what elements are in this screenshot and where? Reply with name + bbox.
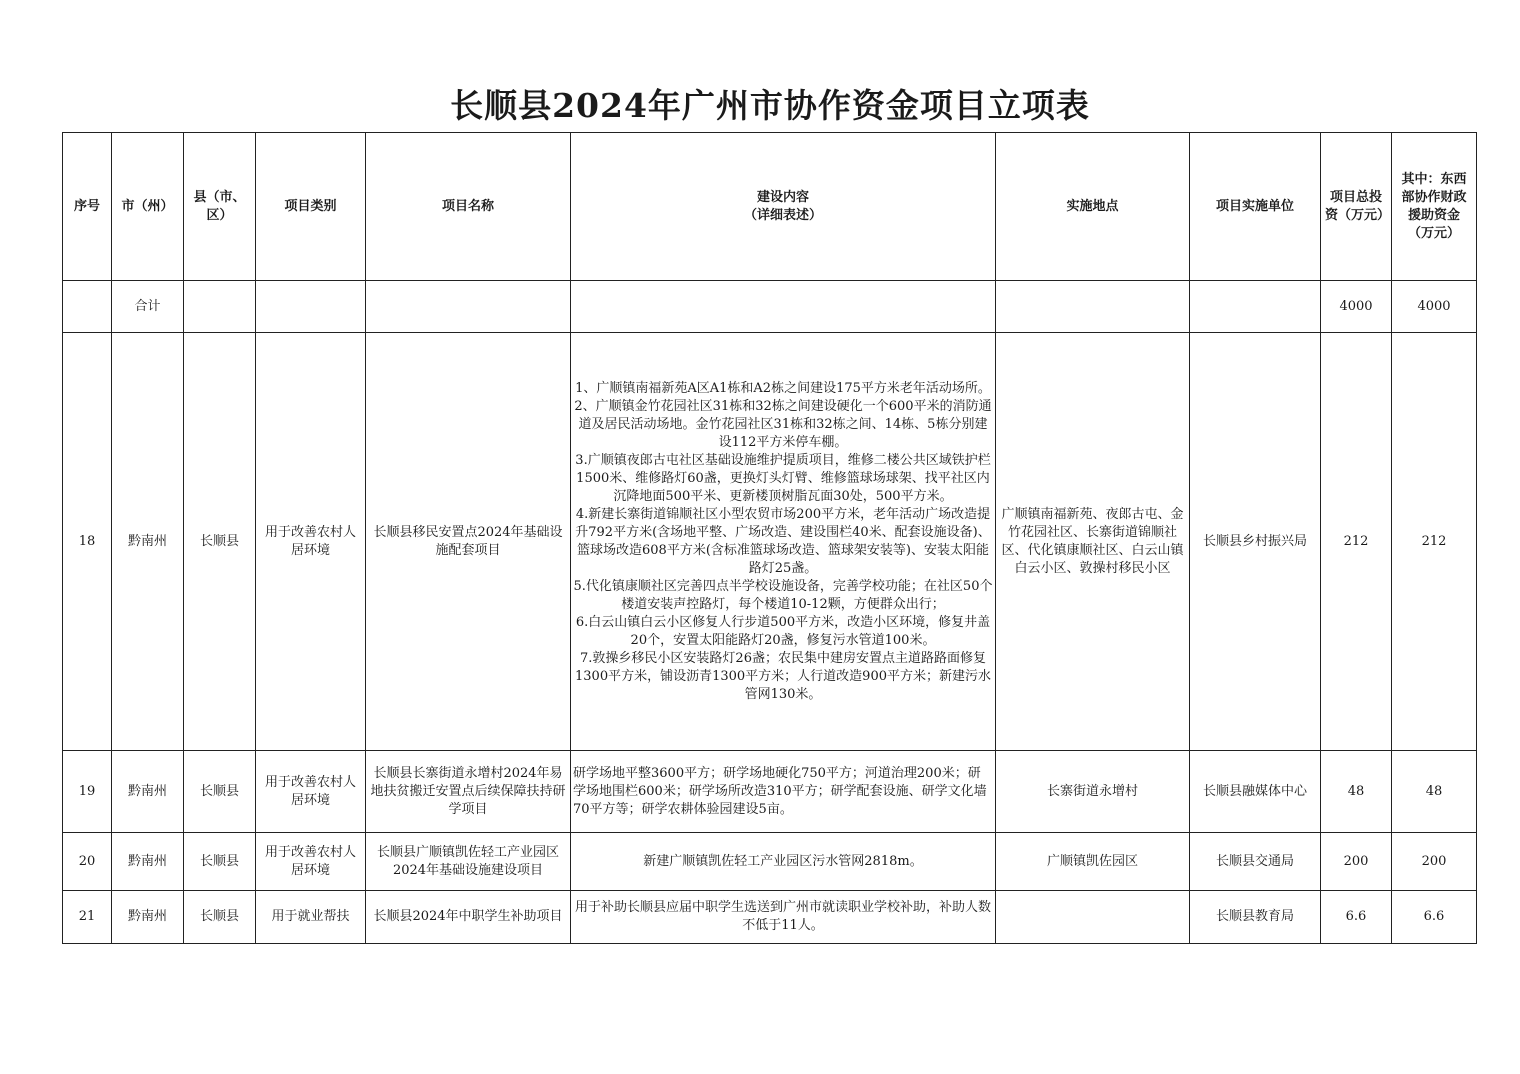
row-index: 21 — [63, 891, 112, 944]
row-project-name: 长顺县2024年中职学生补助项目 — [366, 891, 571, 944]
total-empty-cell — [184, 281, 256, 333]
total-index-cell — [63, 281, 112, 333]
row-project-name: 长顺县广顺镇凯佐轻工产业园区2024年基础设施建设项目 — [366, 833, 571, 891]
row-project-name: 长顺县移民安置点2024年基础设施配套项目 — [366, 333, 571, 751]
row-city: 黔南州 — [112, 333, 184, 751]
total-empty-cell — [571, 281, 996, 333]
row-city: 黔南州 — [112, 833, 184, 891]
row-content: 新建广顺镇凯佐轻工产业园区污水管网2818m。 — [571, 833, 996, 891]
header-content — [571, 133, 996, 281]
header-east-west: 其中：东西部协作财政援助资金（万元） — [1392, 133, 1477, 281]
header-city: 市（州） — [112, 133, 184, 281]
header-total: 项目总投资（万元） — [1321, 133, 1392, 281]
table-row — [63, 833, 1477, 891]
row-east-west: 200 — [1392, 833, 1477, 891]
total-investment: 4000 — [1321, 281, 1392, 333]
header-category: 项目类别 — [256, 133, 366, 281]
total-empty-cell — [256, 281, 366, 333]
row-category: 用于改善农村人居环境 — [256, 751, 366, 833]
row-project-name: 长顺县长寨街道永增村2024年易地扶贫搬迁安置点后续保障扶持研学项目 — [366, 751, 571, 833]
row-index: 18 — [63, 333, 112, 751]
table-row — [63, 891, 1477, 944]
total-empty-cell — [366, 281, 571, 333]
row-total: 200 — [1321, 833, 1392, 891]
row-unit: 长顺县融媒体中心 — [1190, 751, 1321, 833]
total-label: 合计 — [112, 281, 184, 333]
row-location: 广顺镇南福新苑、夜郎古屯、金竹花园社区、长寨街道锦顺社区、代化镇康顺社区、白云山镇白云小区、敦操村移民小区 — [996, 333, 1190, 751]
content-item: 1、广顺镇南福新苑A区A1栋和A2栋之间建设175平方米老年活动场所。 — [575, 380, 991, 396]
row-category: 用于改善农村人居环境 — [256, 333, 366, 751]
total-empty-cell — [996, 281, 1190, 333]
row-county: 长顺县 — [184, 751, 256, 833]
row-total: 6.6 — [1321, 891, 1392, 944]
content-item: 7.敦操乡移民小区安装路灯26盏；农民集中建房安置点主道路路面修复1300平方米，铺设沥青1300平方米；人行道改造900平方米；新建污水管网130米。 — [575, 650, 991, 702]
header-content-main: 建设内容 — [756, 189, 809, 205]
row-content: 用于补助长顺县应届中职学生选送到广州市就读职业学校补助，补助人数不低于11人。 — [571, 891, 996, 944]
row-category: 用于就业帮扶 — [256, 891, 366, 944]
row-city: 黔南州 — [112, 891, 184, 944]
header-index: 序号 — [63, 133, 112, 281]
table-row — [63, 751, 1477, 833]
row-index: 19 — [63, 751, 112, 833]
row-east-west: 48 — [1392, 751, 1477, 833]
row-county: 长顺县 — [184, 333, 256, 751]
header-project-name: 项目名称 — [366, 133, 571, 281]
row-location — [996, 891, 1190, 944]
row-content: 研学场地平整3600平方；研学场地硬化750平方；河道治理200米；研学场地围栏600米；研学场所改造310平方；研学配套设施、研学文化墙70平方等；研学农耕体验园建设5亩。 — [571, 751, 996, 833]
header-county: 县（市、区） — [184, 133, 256, 281]
total-east-west: 4000 — [1392, 281, 1477, 333]
page-title: 长顺县2024年广州市协作资金项目立项表 — [450, 86, 1090, 125]
table-row — [63, 333, 1477, 751]
content-item: 6.白云山镇白云小区修复人行步道500平方米，改造小区环境，修复井盖20个，安置太阳能路灯20盏，修复污水管道100米。 — [575, 614, 991, 648]
header-content-sub: （详细表述） — [743, 207, 822, 223]
content-item: 2、广顺镇金竹花园社区31栋和32栋之间建设硬化一个600平米的消防通道及居民活动场地。金竹花园社区31栋和32栋之间、14栋、5栋分别建设112平方米停车棚。 — [574, 398, 992, 450]
header-location: 实施地点 — [996, 133, 1190, 281]
row-unit: 长顺县乡村振兴局 — [1190, 333, 1321, 751]
row-east-west: 6.6 — [1392, 891, 1477, 944]
total-empty-cell — [1190, 281, 1321, 333]
header-unit: 项目实施单位 — [1190, 133, 1321, 281]
row-location: 长寨街道永增村 — [996, 751, 1190, 833]
content-item: 3.广顺镇夜郎古屯社区基础设施维护提质项目，维修二楼公共区域铁护栏1500米、维修路灯60盏，更换灯头灯臂、维修篮球场球架、找平社区内沉降地面500平米、更新楼顶树脂瓦面30处，500平方米。 — [575, 452, 991, 504]
header-row — [63, 133, 1477, 281]
row-category: 用于改善农村人居环境 — [256, 833, 366, 891]
content-item: 4.新建长寨街道锦顺社区小型农贸市场200平方米，老年活动广场改造提升792平方米(含场地平整、广场改造、建设围栏40米、配套设施设备)、篮球场改造608平方米(含标准篮球场改造、篮球架安装等)、安装太阳能路灯25盏。 — [575, 506, 991, 576]
row-unit: 长顺县交通局 — [1190, 833, 1321, 891]
project-table — [62, 132, 1477, 944]
row-index: 20 — [63, 833, 112, 891]
row-unit: 长顺县教育局 — [1190, 891, 1321, 944]
row-total: 212 — [1321, 333, 1392, 751]
row-total: 48 — [1321, 751, 1392, 833]
row-county: 长顺县 — [184, 833, 256, 891]
total-row — [63, 281, 1477, 333]
row-county: 长顺县 — [184, 891, 256, 944]
row-east-west: 212 — [1392, 333, 1477, 751]
content-item: 5.代化镇康顺社区完善四点半学校设施设备，完善学校功能；在社区50个楼道安装声控路灯，每个楼道10-12颗，方便群众出行； — [573, 578, 993, 612]
row-city: 黔南州 — [112, 751, 184, 833]
row-location: 广顺镇凯佐园区 — [996, 833, 1190, 891]
row-content — [571, 333, 996, 751]
